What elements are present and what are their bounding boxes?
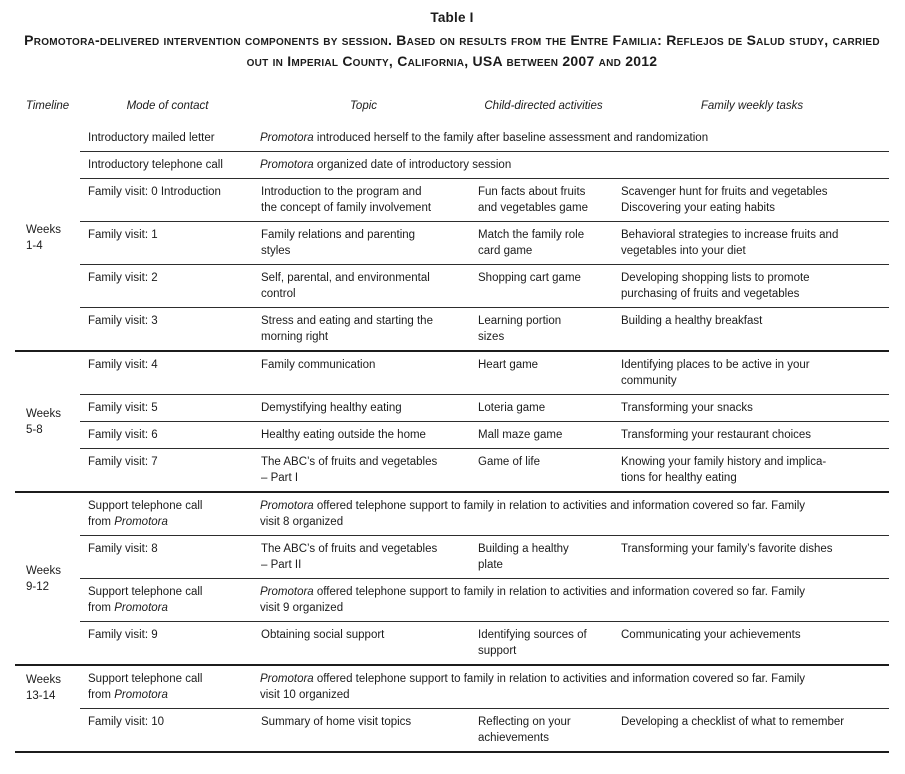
text-line: Shopping cart game — [478, 272, 581, 284]
text-line: Identifying places to be active in your — [621, 359, 810, 371]
mode-of-contact-cell — [80, 622, 255, 664]
topic-cell — [255, 449, 472, 491]
text-line: Match the family role — [478, 229, 585, 241]
text-line: Support telephone call — [88, 586, 203, 598]
child-activities-cell — [472, 179, 615, 221]
italic-text: Promotora — [260, 673, 314, 685]
mode-of-contact-cell — [80, 152, 255, 178]
text-line: – Part I — [261, 472, 299, 484]
text-line: Promotora offered telephone support to family in relation to activities and information covered so far. Family — [260, 586, 806, 598]
table-row — [80, 125, 889, 152]
section-rows — [80, 125, 889, 350]
text-line: Building a healthy breakfast — [621, 315, 763, 327]
text-line: Developing shopping lists to promote — [621, 272, 810, 284]
text-line: Self, parental, and environmental — [261, 272, 430, 284]
timeline-section — [15, 493, 889, 666]
mode-of-contact-cell — [80, 125, 255, 151]
topic-cell — [255, 352, 472, 394]
mode-of-contact-cell — [80, 222, 255, 264]
column-header-child-directed-activities: Child-directed activities — [484, 100, 603, 112]
timeline-label — [15, 352, 80, 491]
table-row — [80, 308, 889, 350]
text-line: Game of life — [478, 456, 540, 468]
text-line: Family visit: 10 — [88, 716, 165, 728]
text-line: achievements — [478, 732, 549, 744]
text-line: The ABC’s of fruits and vegetables — [261, 543, 438, 555]
timeline-label — [15, 125, 80, 350]
text-line: Promotora offered telephone support to family in relation to activities and information covered so far. Family — [260, 673, 806, 685]
text-line: Family visit: 4 — [88, 359, 158, 371]
text-line: Heart game — [478, 359, 539, 371]
table-row — [80, 265, 889, 308]
table-row — [80, 179, 889, 222]
topic-cell-spanning — [255, 152, 889, 178]
table-row — [80, 152, 889, 179]
table-row — [80, 666, 889, 709]
mode-of-contact-cell — [80, 308, 255, 350]
text-line: Scavenger hunt for fruits and vegetables — [621, 186, 828, 198]
topic-cell-spanning — [255, 666, 889, 708]
text-line: Family visit: 1 — [88, 229, 158, 241]
text-line: Family visit: 8 — [88, 543, 158, 555]
family-tasks-cell — [615, 709, 889, 751]
text-line: card game — [478, 245, 533, 257]
text-line: Summary of home visit topics — [261, 716, 412, 728]
italic-text: Promotora — [260, 159, 314, 171]
text-line: Fun facts about fruits — [478, 186, 586, 198]
text-line: Family visit: 5 — [88, 402, 158, 414]
text-line: The ABC’s of fruits and vegetables — [261, 456, 438, 468]
family-tasks-cell — [615, 536, 889, 578]
table-row — [80, 579, 889, 622]
child-activities-cell — [472, 352, 615, 394]
text-line: Family communication — [261, 359, 376, 371]
child-activities-cell — [472, 308, 615, 350]
mode-of-contact-cell — [80, 265, 255, 307]
intervention-table — [15, 99, 889, 753]
family-tasks-cell — [615, 622, 889, 664]
mode-of-contact-cell — [80, 449, 255, 491]
text-line: from Promotora — [88, 516, 168, 528]
topic-cell — [255, 222, 472, 264]
italic-text: Promotora — [260, 132, 314, 144]
text-line: Promotora offered telephone support to family in relation to activities and information covered so far. Family — [260, 500, 806, 512]
text-line: Family visit: 0 Introduction — [88, 186, 221, 198]
text-line: morning right — [261, 331, 329, 343]
text-line: Support telephone call — [88, 673, 203, 685]
text-line: visit 8 organized — [260, 516, 344, 528]
mode-of-contact-cell — [80, 536, 255, 578]
topic-cell — [255, 622, 472, 664]
mode-of-contact-cell — [80, 179, 255, 221]
text-line: Support telephone call — [88, 500, 203, 512]
child-activities-cell — [472, 709, 615, 751]
child-activities-cell — [472, 622, 615, 664]
mode-of-contact-cell — [80, 352, 255, 394]
table-row — [80, 493, 889, 536]
text-line: Stress and eating and starting the — [261, 315, 433, 327]
topic-cell — [255, 536, 472, 578]
table-body — [15, 125, 889, 753]
mode-of-contact-cell — [80, 709, 255, 751]
italic-text: Promotora — [114, 689, 168, 701]
text-line: visit 9 organized — [260, 602, 344, 614]
mode-of-contact-cell — [80, 395, 255, 421]
column-header-mode-of-contact: Mode of contact — [126, 100, 209, 112]
child-activities-cell — [472, 449, 615, 491]
text-line: Introductory mailed letter — [88, 132, 215, 144]
table-row — [80, 709, 889, 751]
column-header-timeline: Timeline — [25, 100, 70, 112]
table-row — [80, 395, 889, 422]
text-line: Knowing your family history and implica- — [621, 456, 827, 468]
text-line: plate — [478, 559, 503, 571]
text-line: community — [621, 375, 677, 387]
family-tasks-cell — [615, 222, 889, 264]
text-line: vegetables into your diet — [621, 245, 746, 257]
timeline-label-text: Weeks 13-14 — [26, 674, 61, 702]
text-line: and vegetables game — [478, 202, 588, 214]
section-rows — [80, 352, 889, 491]
family-tasks-cell — [615, 179, 889, 221]
text-line: Communicating your achievements — [621, 629, 801, 641]
text-line: Behavioral strategies to increase fruits and — [621, 229, 839, 241]
table-header-row — [15, 99, 889, 125]
family-tasks-cell — [615, 395, 889, 421]
text-line: Healthy eating outside the home — [261, 429, 426, 441]
child-activities-cell — [472, 265, 615, 307]
mode-of-contact-cell — [80, 493, 255, 535]
text-line: Identifying sources of — [478, 629, 587, 641]
timeline-label — [15, 493, 80, 664]
timeline-section — [15, 125, 889, 352]
table-row — [80, 422, 889, 449]
topic-cell — [255, 179, 472, 221]
column-header-family-weekly-tasks: Family weekly tasks — [700, 100, 804, 112]
topic-cell — [255, 422, 472, 448]
table-label: Table I — [430, 10, 474, 25]
text-line: Reflecting on your — [478, 716, 571, 728]
text-line: Learning portion — [478, 315, 562, 327]
table-row — [80, 622, 889, 664]
family-tasks-cell — [615, 422, 889, 448]
text-line: tions for healthy eating — [621, 472, 737, 484]
text-line: Developing a checklist of what to remember — [621, 716, 845, 728]
timeline-label-text: Weeks 5-8 — [26, 407, 61, 436]
child-activities-cell — [472, 222, 615, 264]
text-line: Promotora organized date of introductory session — [260, 159, 512, 171]
timeline-label-text: Weeks 9-12 — [26, 564, 61, 593]
family-tasks-cell — [615, 449, 889, 491]
topic-cell — [255, 395, 472, 421]
text-line: Introductory telephone call — [88, 159, 223, 171]
text-line: Transforming your snacks — [621, 402, 753, 414]
timeline-section — [15, 352, 889, 493]
text-line: styles — [261, 245, 291, 257]
child-activities-cell — [472, 536, 615, 578]
text-line: Discovering your eating habits — [621, 202, 776, 214]
topic-cell — [255, 308, 472, 350]
text-line: Mall maze game — [478, 429, 563, 441]
timeline-section — [15, 666, 889, 753]
section-rows — [80, 666, 889, 751]
mode-of-contact-cell — [80, 666, 255, 708]
table-row — [80, 536, 889, 579]
topic-cell-spanning — [255, 125, 889, 151]
table-row — [80, 449, 889, 491]
family-tasks-cell — [615, 265, 889, 307]
text-line: Family visit: 3 — [88, 315, 158, 327]
text-line: Introduction to the program and — [261, 186, 422, 198]
table-row — [80, 352, 889, 395]
italic-text: Promotora — [260, 586, 314, 598]
text-line: Promotora introduced herself to the family after baseline assessment and randomization — [260, 132, 709, 144]
text-line: from Promotora — [88, 602, 168, 614]
text-line: Family relations and parenting — [261, 229, 416, 241]
column-header-topic: Topic — [349, 100, 378, 112]
mode-of-contact-cell — [80, 579, 255, 621]
text-line: visit 10 organized — [260, 689, 350, 701]
text-line: Loteria game — [478, 402, 546, 414]
text-line: Obtaining social support — [261, 629, 385, 641]
text-line: Transforming your restaurant choices — [621, 429, 812, 441]
family-tasks-cell — [615, 308, 889, 350]
text-line: Demystifying healthy eating — [261, 402, 402, 414]
topic-cell — [255, 709, 472, 751]
italic-text: Promotora — [260, 500, 314, 512]
text-line: Building a healthy — [478, 543, 569, 555]
table-row — [80, 222, 889, 265]
text-line: Transforming your family’s favorite dishes — [621, 543, 833, 555]
italic-text: Promotora — [114, 602, 168, 614]
topic-cell — [255, 265, 472, 307]
mode-of-contact-cell — [80, 422, 255, 448]
text-line: the concept of family involvement — [261, 202, 432, 214]
text-line: control — [261, 288, 296, 300]
text-line: from Promotora — [88, 689, 168, 701]
text-line: – Part II — [261, 559, 302, 571]
family-tasks-cell — [615, 352, 889, 394]
timeline-label-text: Weeks 1-4 — [26, 223, 61, 252]
text-line: Family visit: 9 — [88, 629, 158, 641]
text-line: support — [478, 645, 517, 657]
section-rows — [80, 493, 889, 664]
child-activities-cell — [472, 422, 615, 448]
text-line: sizes — [478, 331, 505, 343]
text-line: Family visit: 6 — [88, 429, 158, 441]
timeline-label — [15, 666, 80, 751]
table-caption: Promotora-delivered intervention components by session. Based on results from the Entre Familia: Reflejos de Salud study, carried out in Imperial County, California, USA between 2007 and 2012 — [24, 32, 880, 69]
text-line: Family visit: 2 — [88, 272, 158, 284]
topic-cell-spanning — [255, 493, 889, 535]
text-line: purchasing of fruits and vegetables — [621, 288, 800, 300]
italic-text: Promotora — [114, 516, 168, 528]
child-activities-cell — [472, 395, 615, 421]
text-line: Family visit: 7 — [88, 456, 158, 468]
topic-cell-spanning — [255, 579, 889, 621]
